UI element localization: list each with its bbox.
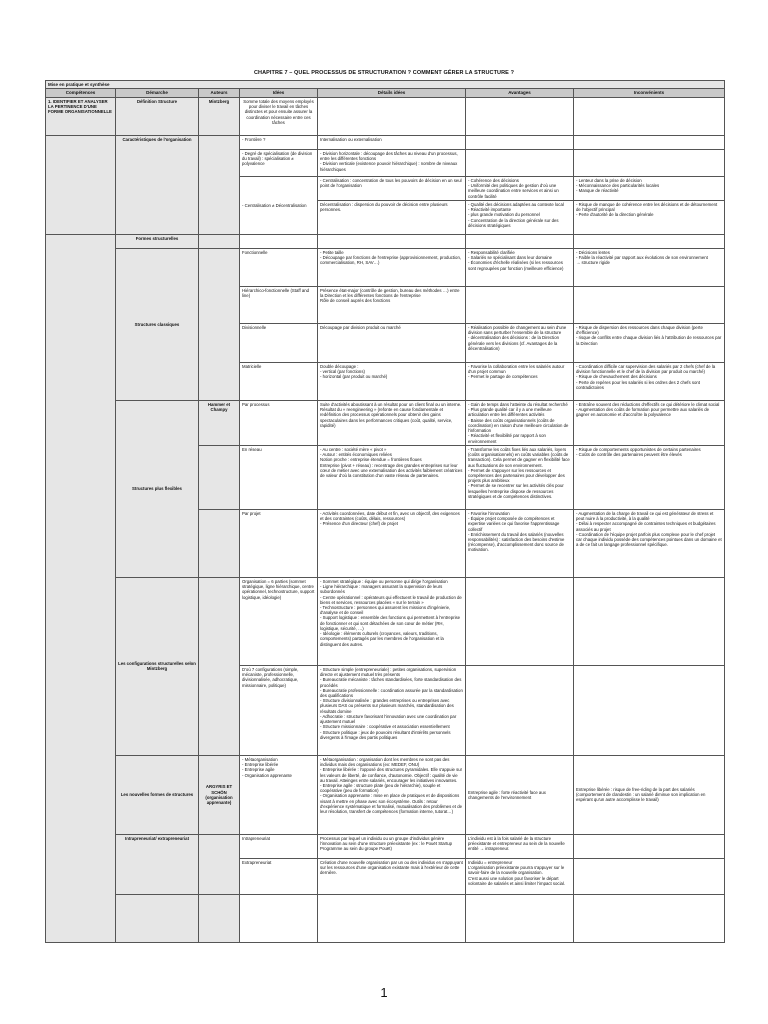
- empty-cell: [199, 894, 240, 942]
- author-cell: [199, 234, 240, 248]
- drawback-decentralisation: - Risque de manque de cohérence entre les décisions et de détournement de l'objectif principal - Perte d'autorité de la direction générale: [574, 200, 725, 234]
- idea-projet: Par projet: [240, 509, 318, 577]
- header-details-idees: Détails idées: [318, 89, 466, 97]
- idea-processus: Par processus: [240, 400, 318, 445]
- idea-intrapreneuriat: Intrapreneuriat: [240, 834, 318, 858]
- detail-divisionnelle: Découpage par division produit ou marché: [318, 323, 466, 362]
- idea-fonctionnelle: Fonctionnelle: [240, 248, 318, 286]
- empty-cell: [466, 894, 574, 942]
- author-cell: [199, 248, 240, 400]
- detail-fonctionnelle: - Petite taille - Découpage par fonctions de l'entreprise (approvisionnement, production, commercialisation, RH, SAV…): [318, 248, 466, 286]
- advantage-projet: - Favorise l'innovation - Équipe projet composée de compétences et expertise variées ce qui favorise l'apprentissage collectif - Enrichissement du travail des salariés (nouvelles responsabilités) : satisfaction des besoins d'estime (récompense), d'accomplissement donc source de motivation.: [466, 509, 574, 577]
- drawback-reseau: - Risque de comportements opportunistes de certains partenaires - Coûts de contrôle des partenaires peuvent être élevés: [574, 445, 725, 509]
- drawback-processus: - Entraîne souvent des réductions d'effectifs ce qui détériore le climat social - Augmentation des coûts de formation pour permettre aux salariés de gagner en autonomie et d'accroître la polyvalence: [574, 400, 725, 445]
- empty-cell: [116, 894, 199, 942]
- detail-hierarchico-fonctionnelle: Présence état-major (contrôle de gestion, bureau des méthodes …) entre la Direction et les différentes fonctions de l'entreprise Rôle de conseil auprès des fonctions: [318, 286, 466, 323]
- header-inconvenients: Inconvénients: [574, 89, 725, 97]
- advantage-fonctionnelle: - Responsabilité clarifiée - Salariés se spécialisant dans leur domaine - Économies d'échelle réalisées (si les ressources sont regroupées par fonction (meilleure efficience): [466, 248, 574, 286]
- page-number: 1: [380, 985, 388, 1000]
- drawback-intrapreneuriat: [574, 834, 725, 858]
- empty-cell: [574, 234, 725, 248]
- advantage-divisionnelle: - Réalisation possible de changement au sein d'une division sans perturber l'ensemble de la structure - décentralisation des décisions : de la Direction générale vers les divisions (cf. Avantages de la décentralisation): [466, 323, 574, 362]
- author-cell: [199, 509, 240, 577]
- drawback-configurations: [574, 665, 725, 755]
- detail-frontiere: Internalisation ou externalisation: [318, 135, 466, 149]
- demarche-intrapreneuriat: Intrapreneuriat/ extrapreneuriat: [116, 834, 199, 894]
- header-idees: Idées: [240, 89, 318, 97]
- competence-1: 1. IDENTIFIER ET ANALYSER LA PERTINENCE D'UNE FORME ORGANISATIONNELLE: [46, 97, 116, 135]
- detail-reseau: - Au centre : société mère « pivot » - Autour : entités économiques reliées Notion proche : entreprise étendue = frontières floues Entreprise (pivot + réseau) : recentrage des grandes entreprises sur leur cœur de métier avec une externalisation des activités faiblement créatrices de valeur d'où la constitution d'un vaste réseau de partenaires.: [318, 445, 466, 509]
- drawback-specialisation: [574, 149, 725, 176]
- competence-cell: [46, 135, 116, 234]
- drawback-centralisation: - Lenteur dans la prise de décision - Méconnaissance des particularités locales - Manque de réactivité: [574, 176, 725, 200]
- advantage-six-parties: [466, 577, 574, 665]
- advantage-intrapreneuriat: L'individu est à la fois salarié de la structure préexistante et entrepreneur au sein de la nouvelle entité → intrapreneur.: [466, 834, 574, 858]
- author-cell: [199, 834, 240, 894]
- detail-centralisation: - Centralisation : concentration de tous les pouvoirs de décision en un seul point de l'organisation: [318, 176, 466, 200]
- synthesis-table-container: [45, 80, 724, 943]
- detail-sept-configurations: - Structure simple (entrepreneuriale) : petites organisations, supervision directe et ajustement mutuel très présents - Bureaucratie mécaniste : tâches standardisées, forte standardisation des procédés - Bureaucratie professionnelle : coordination assurée par la standardisation des qualifications - Structure divisionnalisée : grandes entreprises ou entreprises avec plusieurs DAS ou présents sur plusieurs marchés, standardisation des résultats domine - Adhocratie : structure favorisant l'innovation avec une coordination par ajustement mutuel - Structure missionnaire : coopérative et association essentiellement - Structure politique : jeux de pouvoirs résultant d'intérêts personnels divergents à l'image des partis politiques: [318, 665, 466, 755]
- idea-specialisation: - Degré de spécialisation (de division du travail) : spécialisation ≠ polyvalence: [240, 149, 318, 176]
- demarche-configurations: Les configurations structurelles selon Mintzberg: [116, 577, 199, 755]
- advantage-hierarchico: [466, 286, 574, 323]
- idea-metaorganisation: - Métaorganisation - Entreprise libérée - Entreprise agile - Organisation apprenante: [240, 755, 318, 834]
- drawback-definition: [574, 97, 725, 135]
- demarche-classiques: Structures classiques: [116, 248, 199, 400]
- advantage-decentralisation: - Qualité des décisions adaptées au contexte local - Réactivité importante - plus grande motivation du personnel - Concentration de la direction générale sur des décisions stratégiques: [466, 200, 574, 234]
- advantage-centralisation: - Cohérence des décisions - Uniformité des politiques de gestion d'où une meilleure coordination entre services et ainsi un contrôle facilité: [466, 176, 574, 200]
- drawback-divisionnelle: - Risque de dispersion des ressources dans chaque division (perte d'efficience) - risque de conflits entre chaque division liés à l'attribution de ressources par la Direction: [574, 323, 725, 362]
- empty-cell: [318, 894, 466, 942]
- synthesis-table: [45, 80, 725, 943]
- idea-sept-configurations: D'où 7 configurations (simple, mécaniste, professionnelle, divisionnalisée, adhocratique, missionnaire, politique): [240, 665, 318, 755]
- detail-extrapreneuriat: Création d'une nouvelle organisation par un ou des individus en s'appuyant sur les ressources d'une organisation existante mais à l'extérieur de cette dernière.: [318, 858, 466, 894]
- drawback-frontiere: [574, 135, 725, 149]
- detail-projet: - Activités coordonnées, date début et fin, avec un objectif, des exigences et des contraintes (coûts, délais, ressources) - Présence d'un directeur (chef) de projet: [318, 509, 466, 577]
- header-avantages: Avantages: [466, 89, 574, 97]
- empty-cell: [240, 234, 318, 248]
- demarche-formes: Formes structurelles: [116, 234, 199, 248]
- empty-cell: [466, 234, 574, 248]
- detail-matricielle: Double découpage : - vertical (par fonctions) - horizontal (par produit ou marché): [318, 362, 466, 400]
- advantage-matricielle: - Favorise la collaboration entre les salariés autour d'un projet commun - Permet le partage de compétences: [466, 362, 574, 400]
- empty-cell: [318, 234, 466, 248]
- idea-matricielle: Matricielle: [240, 362, 318, 400]
- demarche-nouvelles-formes: Les nouvelles formes de structures: [116, 755, 199, 834]
- section-title: Mise en pratique et synthèse: [46, 81, 725, 89]
- empty-cell: [574, 894, 725, 942]
- empty-cell: [240, 894, 318, 942]
- advantage-reseau: - Transforme les coûts fixes liés aux salariés, loyers (coûts organisationnels) en coûts variables (coûts de transaction). Cela permet de gagner en flexibilité face aux fluctuations de son environnement. - Permet de s'appuyer sur les ressources et compétences des partenaires pour développer des projets plus ambitieux - Permet de se recentrer sur les activités clés pour lesquelles l'entreprise dispose de ressources stratégiques et de compétences distinctives.: [466, 445, 574, 509]
- idea-centralisation: - Centralisation ≠ Décentralisation: [240, 176, 318, 234]
- demarche-definition: Définition Structure: [116, 97, 199, 135]
- advantage-definition: [466, 97, 574, 135]
- page-title: CHAPITRE 7 – QUEL PROCESSUS DE STRUCTURATION ? COMMENT GÉRER LA STRUCTURE ?: [253, 70, 515, 76]
- idea-extrapreneuriat: Extrapreneuriat: [240, 858, 318, 894]
- drawback-projet: - Augmentation de la charge de travail ce qui est générateur de stress et peut nuire à la productivité, à la qualité - Délai à respecter accompagné de contraintes techniques et budgétaires associés au projet - Coordination de l'équipe projet parfois plus complexe pour le chef projet car chaque individu possède des compétences pointues dans un domaine et a de ce fait un langage professionnel spécifique.: [574, 509, 725, 577]
- advantage-processus: - Gain de temps dans l'atteinte du résultat recherché - Plus grande qualité car il y a une meilleure articulation entre les différentes activités - Baisse des coûts organisationnels (coûts de coordination) en raison d'une meilleure circulation de l'information - Réactivité et flexibilité par rapport à son environnement: [466, 400, 574, 445]
- detail-processus: Suite d'activités aboutissant à un résultat pour un client final ou un interne. Résultat du « reengineering » (refonte en cause fondamentale et redéfinition des processus opérationnels pour obtenir des gains spectaculaires dans les performances critiques (coût, qualité, service, rapidité): [318, 400, 466, 445]
- detail-intrapreneuriat: Processus par lequel un individu ou un groupe d'individus génère l'innovation au sein d'une structure préexistante (ex : le Pouët Startup Programme au sein du groupe Pouët): [318, 834, 466, 858]
- detail-specialisation: - Division horizontale : découpage des tâches au niveau d'un processus, entre les différentes fonctions - Division verticale (existence pouvoir hiérarchique) : nombre de niveaux hiérarchiques: [318, 149, 466, 176]
- idea-definition: Somme totale des moyens employés pour diviser le travail en tâches distinctes et pour ensuite assurer la coordination nécessaire entre ces tâches: [240, 97, 318, 135]
- advantage-agile: Entreprise agile : forte réactivité face aux changements de l'environnement: [466, 755, 574, 834]
- demarche-caracteristiques: Caractéristiques de l'organisation: [116, 135, 199, 234]
- advantage-configurations: [466, 665, 574, 755]
- idea-divisionnelle: Divisionnelle: [240, 323, 318, 362]
- drawback-matricielle: - Coordination difficile car supervision des salariés par 2 chefs (chef de la division fonctionnelle et le chef de la division par produit ou marché) - Risque de chevauchement des décisions - Perte de repères pour les salariés si les ordres des 2 chefs sont contradictoires: [574, 362, 725, 400]
- drawback-fonctionnelle: - Décisions lentes - Faible la réactivité par rapport aux évolutions de son environnement → structure rigide: [574, 248, 725, 286]
- author-hammer-champy: Hammer et Champy: [199, 400, 240, 445]
- drawback-six-parties: [574, 577, 725, 665]
- detail-metaorganisation: - Métaorganisation : organisation dont les membres ne sont pas des individus mais des organisations (ex: MEDEF, ONU) - Entreprise libérée : l'opposé des structures pyramidales. Elle s'appuie sur les valeurs de liberté, de confiance, d'autonomie. Objectif : qualité de vie au travail. Atteinges entre salariés, encourager les initiatives innovantes. - Entreprise agile : structure plate (peu de hiérarchie), souple et coopérative (peu de formation) - Organisation apprenante : mise en place de pratiques et de dispositions visant à mettre en phase avec son écosystème. Outils : retour d'expérience systématique et formalisé, mutualisation des problèmes et de leur résolution, transfert de compétences (formation interne, tutorat…): [318, 755, 466, 834]
- detail-definition: [318, 97, 466, 135]
- drawback-extrapreneuriat: [574, 858, 725, 894]
- author-cell: [199, 135, 240, 234]
- idea-hierarchico-fonctionnelle: Hiérarchico-fonctionnelle (Staff and line): [240, 286, 318, 323]
- drawback-hierarchico: [574, 286, 725, 323]
- demarche-flexibles: Structures plus flexibles: [116, 400, 199, 577]
- author-mintzberg: Mintzberg: [199, 97, 240, 135]
- header-auteurs: Auteurs: [199, 89, 240, 97]
- author-cell: [199, 445, 240, 509]
- idea-six-parties: Organisation = 6 parties (sommet stratégique, ligne hiérarchique, centre opérationnel, technostructure, support logistique, idéologie): [240, 577, 318, 665]
- detail-six-parties: - Sommet stratégique : équipe ou personne qui dirige l'organisation - Ligne hiérarchique : managers assurant la supervision de leurs subordonnés - Centre opérationnel : opérateurs qui effectuent le travail de production de biens et services, ressources placées « sur le terrain » - Technostructure : personnes qui assurent les missions d'ingénierie, d'analyse et de conseil - Support logistique : ensemble des fonctions qui permettent à l'entreprise de fonctionner et qui sont détachées de son cœur de métier (RH, logistique, sécurité, …) - Idéologie : éléments culturels (croyances, valeurs, traditions, comportements) partagés par les membres de l'organisation et la distinguent des autres.: [318, 577, 466, 665]
- advantage-frontiere: [466, 135, 574, 149]
- author-cell: [199, 577, 240, 755]
- idea-frontiere: - Frontière ?: [240, 135, 318, 149]
- drawback-liberee: Entreprise libérée : risque de free-riding de la part des salariés (comportement de clandestin : un salarié diminue son implication en espérant qu'un autre accomplisse le travail): [574, 755, 725, 834]
- header-demarche: Démarche: [116, 89, 199, 97]
- competence-cell: [46, 234, 116, 942]
- advantage-extrapreneuriat: Individu = entrepreneur L'organisation préexistante pourra s'appuyer sur le savoir-faire de la nouvelle organisation. C'est aussi une solution pour favoriser le départ volontaire de salariés et ainsi limiter l'impact social.: [466, 858, 574, 894]
- author-argyris-schon: ARGYRIS ET SCHÖN (organisation apprenante): [199, 755, 240, 834]
- header-competences: Compétences: [46, 89, 116, 97]
- detail-decentralisation: Décentralisation : dispersion du pouvoir de décision entre plusieurs personnes.: [318, 200, 466, 234]
- advantage-specialisation: [466, 149, 574, 176]
- idea-reseau: En réseau: [240, 445, 318, 509]
